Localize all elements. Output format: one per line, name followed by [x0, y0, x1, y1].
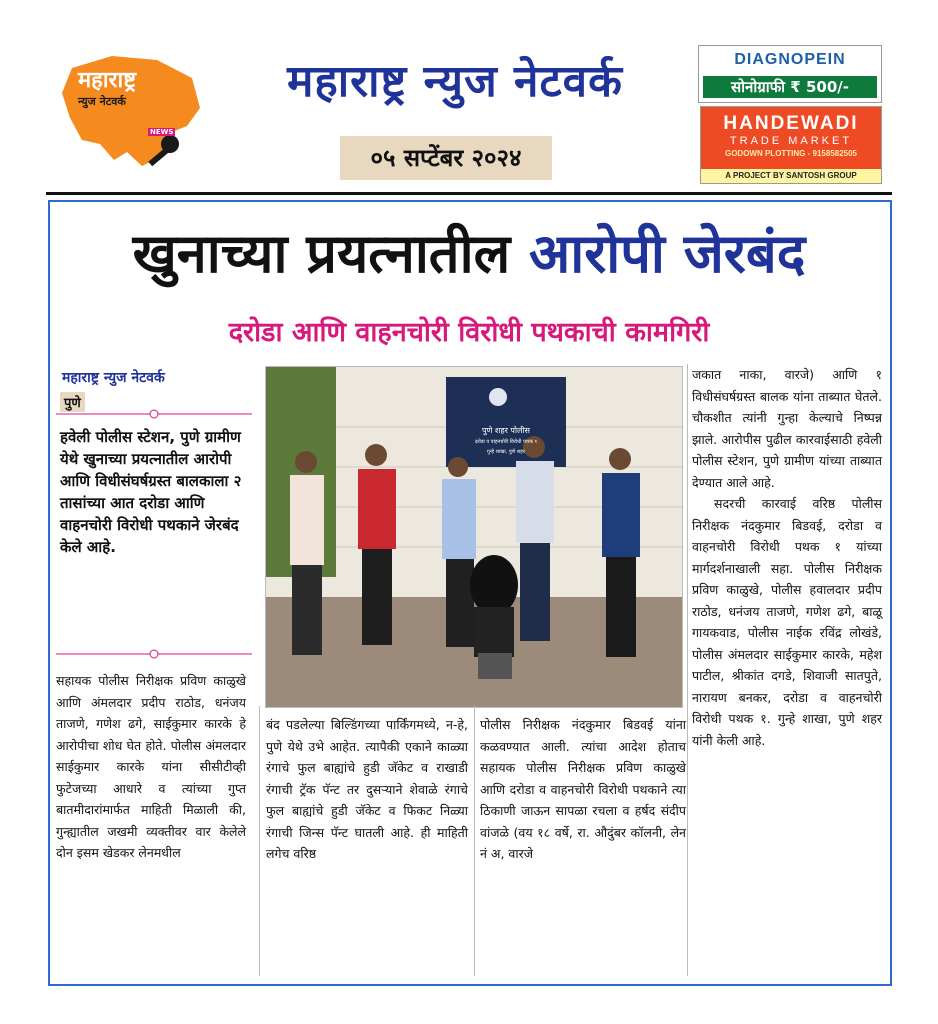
article-column-4 — [692, 364, 882, 751]
ad-handewadi-footer: A PROJECT BY SANTOSH GROUP — [701, 169, 881, 183]
photo-banner-line-2: दरोडा व वाहनचोरी विरोधी पथक १ — [474, 439, 538, 445]
ad-diagnopein-brand: DIAGNOPEIN — [734, 51, 846, 68]
article-column-3: पोलीस निरीक्षक नंदकुमार बिडवई यांना कळवण्यात आली. त्यांचा आदेश होताच सहायक पोलीस निरीक्षक प्रविण काळुखे आणि दरोडा व वाहनचोरी विरोधी पथकाने त्या ठिकाणी जाऊन सापळा रचला व हर्षद संदीप वांजळे (वय १८ वर्षे, रा. औदुंबर कॉलनी, लेन नं अ, वारजे — [480, 717, 686, 861]
column-rule-3 — [687, 364, 688, 976]
logo-text-2: न्युज नेटवर्क — [78, 95, 126, 108]
masthead-divider — [46, 192, 892, 195]
ad-handewadi-sub: TRADE MARKET — [729, 135, 853, 147]
ad-diagnopein-offer: सोनोग्राफी ₹ 500/- — [703, 76, 877, 98]
column-rule-1 — [259, 706, 260, 976]
article-column-4-para-1: जकात नाका, वारजे) आणि १ विधीसंघर्षग्रस्त बालक यांना ताब्यात घेतले. चौकशीत त्यांनी गुन्हा केल्याचे निष्पन्न झाले. आरोपीस पुढील कारवाईसाठी हवेली पोलीस स्टेशन, पुणे ग्रामीण यांच्या ताब्यात देण्यात आले आहे. — [692, 367, 882, 490]
article-byline: महाराष्ट्र न्युज नेटवर्क — [62, 370, 165, 386]
photo-banner-line-1: पुणे शहर पोलीस — [482, 426, 530, 435]
article-column-2: बंद पडलेल्या बिल्डिंगच्या पार्किंगमध्ये, न-हे, पुणे येथे उभे आहेत. त्यापैकी एकाने काळ्या रंगाचे फुल बाह्यांचे हुडी जॅकेट व राखाडी रंगाची ट्रॅक पॅन्ट तर दुसऱ्याने शेवाळे रंगाचे फुल बाह्यांचे हुडी जॅकेट व फिकट निळ्या रंगाची जिन्स पॅन्ट घातली आहे. ही माहिती लगेच वरिष्ठ — [266, 717, 468, 861]
team-photo-image — [266, 367, 682, 707]
article-column-4-para-2: सदरची कारवाई वरिष्ठ पोलीस निरीक्षक नंदकुमार बिडवई, दरोडा व वाहनचोरी विरोधी पथक १ यांच्या मार्गदर्शनाखाली सहा. पोलीस निरीक्षक प्रविण काळुखे, पोलीस हवालदार प्रदीप राठोड, धनंजय ताजणे, गणेश ढगे, बाळू गायकवाड, पोलीस नाईक रविंद्र लोखंडे, पोलीस अंमलदार साईकुमार कारके, महेश पाटील, श्रीकांत दगडे, शिवाजी सातपुते, नारायण बनकर, दरोडा व वाहनचोरी विरोधी पथक १. गुन्हे शाखा, पुणे शहर यांनी केली आहे. — [692, 496, 882, 748]
article-headline — [56, 214, 882, 294]
ad-diagnopein[interactable] — [698, 45, 882, 103]
ornament-divider-top — [56, 408, 252, 420]
article-subheadline: दरोडा आणि वाहनचोरी विरोधी पथकाची कामगिरी — [228, 317, 710, 348]
article-column-1: सहायक पोलीस निरीक्षक प्रविण काळुखे आणि अंमलदार प्रदीप राठोड, धनंजय ताजणे, गणेश ढगे, साईकुमार कारके हे आरोपीचा शोध घेत होते. पोलीस अंमलदार साईकुमार कारके यांना सीसीटीव्ही फुटेजच्या आधारे व त्यांच्या गुप्त बातमीदारांमार्फत माहिती मिळाली की, गुन्ह्यातील जखमी व्यक्तीवर वार केलेले दोन इसम खेडकर लेनमधील — [56, 673, 246, 860]
masthead-title: महाराष्ट्र न्युज नेटवर्क — [287, 56, 623, 107]
masthead-logo — [52, 48, 212, 178]
ad-handewadi-title: HANDEWADI — [723, 113, 859, 134]
ad-handewadi[interactable] — [700, 106, 882, 184]
logo-news-tag: NEWS — [150, 128, 174, 136]
headline-part-2: आरोपी जेरबंद — [529, 222, 806, 285]
ad-handewadi-tag: GODOWN PLOTTING - 9158582505 — [724, 149, 858, 158]
logo-text-1: महाराष्ट्र — [78, 68, 137, 93]
issue-date: ०५ सप्टेंबर २०२४ — [340, 136, 552, 180]
photo-banner-line-3: गुन्हे शाखा, पुणे शहर — [487, 449, 525, 455]
ornament-divider-bottom — [56, 648, 252, 660]
headline-part-1: खुनाच्या प्रयत्नातील — [132, 222, 511, 285]
article-photo — [265, 366, 683, 708]
column-rule-2 — [474, 706, 475, 976]
article-location: पुणे — [60, 392, 85, 412]
article-lead: हवेली पोलीस स्टेशन, पुणे ग्रामीण येथे खुनाच्या प्रयत्नातील आरोपी आणि विधीसंघर्षग्रस्त बालकाला २ तासांच्या आत दरोडा आणि वाहनचोरी विरोधी पथकाने जेरबंद केले आहे. — [60, 428, 242, 556]
